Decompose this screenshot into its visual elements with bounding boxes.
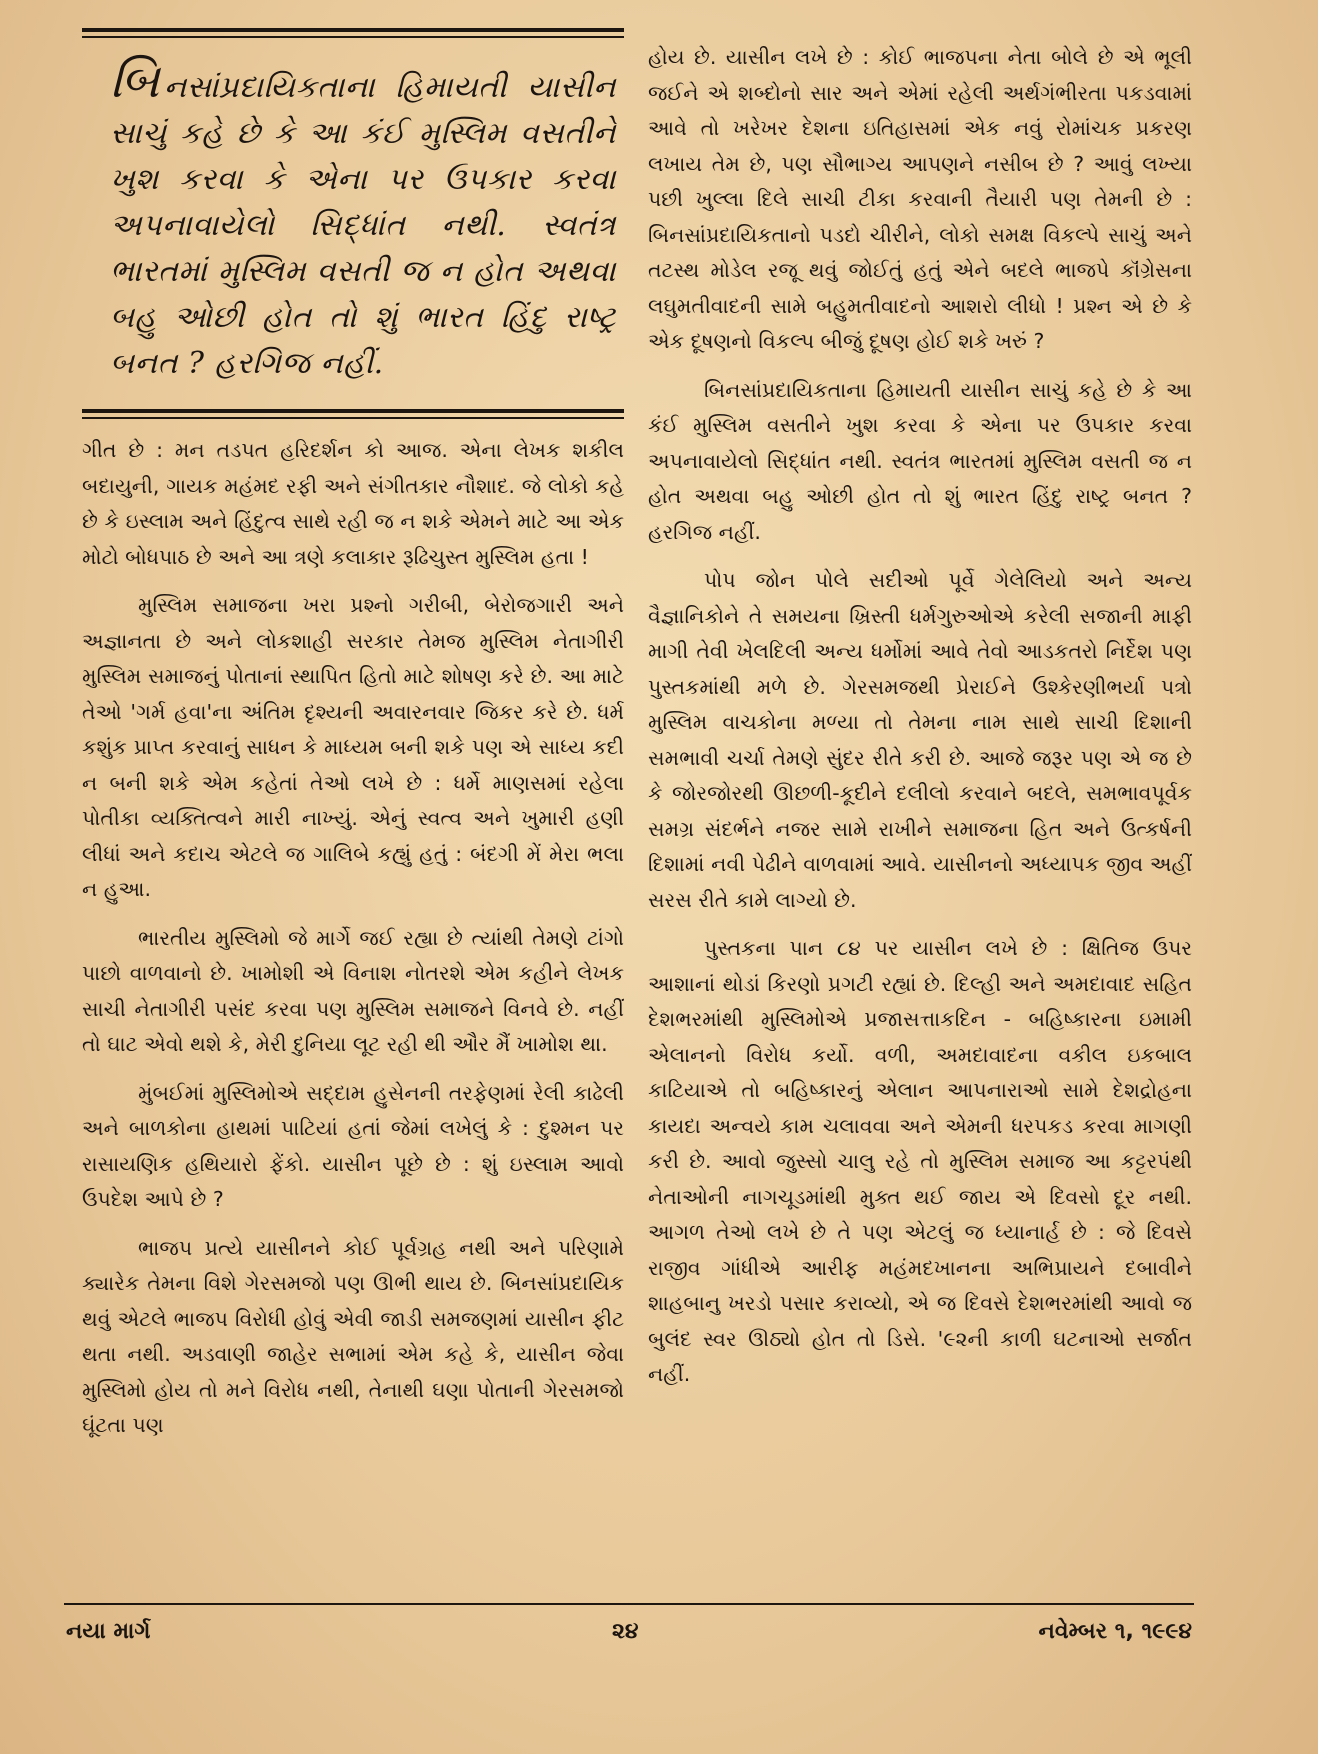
footer-publication: નયા માર્ગ xyxy=(66,1619,151,1644)
footer-rule xyxy=(64,1603,1194,1605)
paragraph: ભારતીય મુસ્લિમો જે માર્ગે જઈ રહ્યા છે ત્યાંથી તેમણે ટાંગો પાછો વાળવાનો છે. ખામોશી એ વિનાશ નોતરશે એમ કહીને લેખક સાચી નેતાગીરી પસંદ કરવા પણ મુસ્લિમ સમાજને વિનવે છે. નહીં તો ઘાટ એવો થશે કે, મેરી દુનિયા લૂટ રહી થી ઔર મૈં ખામોશ થા. xyxy=(82,925,624,1056)
pullquote-dropcap: બિ xyxy=(110,53,160,109)
left-body xyxy=(82,433,624,1444)
paragraph: મુંબઈમાં મુસ્લિમોએ સદ્દામ હુસેનની તરફેણમાં રેલી કાઢેલી અને બાળકોના હાથમાં પાટિયાં હતાં જેમાં લખેલું કે : દુશ્મન પર રાસાયણિક હથિયારો ફેંકો. યાસીન પૂછે છે : શું ઇસ્લામ આવો ઉપદેશ આપે છે ? xyxy=(82,1080,624,1211)
paragraph: પુસ્તકના પાન ૮૪ પર યાસીન લખે છે : ક્ષિતિજ ઉપર આશાનાં થોડાં કિરણો પ્રગટી રહ્યાં છે. દિલ્હી અને અમદાવાદ સહિત દેશભરમાંથી મુસ્લિમોએ પ્રજાસત્તાકદિન - બહિષ્કારના ઇમામી એલાનનો વિરોધ કર્યો. વળી, અમદાવાદના વકીલ ઇકબાલ કાટિયાએ તો બહિષ્કારનું એલાન આપનારાઓ સામે દેશદ્રોહના કાયદા અન્વયે કામ ચલાવવા અને એમની ધરપકડ કરવા માગણી કરી છે. આવો જુસ્સો ચાલુ રહે તો મુસ્લિમ સમાજ આ કટ્ટરપંથી નેતાઓની નાગચૂડમાંથી મુક્ત થઈ જાય એ દિવસો દૂર નથી. આગળ તેઓ લખે છે તે પણ એટલું જ ધ્યાનાર્હ છે : જે દિવસે રાજીવ ગાંધીએ આરીફ મહંમદખાનના અભિપ્રાયને દબાવીને શાહબાનુ ખરડો પસાર કરાવ્યો, એ જ દિવસે દેશભરમાંથી આવો જ બુલંદ સ્વર ઊઠ્યો હોત તો ડિસે. '૯૨ની કાળી ઘટનાઓ સર્જાત નહીં. xyxy=(648,936,1192,1386)
paragraph: મુસ્લિમ સમાજના ખરા પ્રશ્નો ગરીબી, બેરોજગારી અને અજ્ઞાનતા છે અને લોકશાહી સરકાર તેમજ મુસ્લિમ નેતાગીરી મુસ્લિમ સમાજનું પોતાનાં સ્થાપિત હિતો માટે શોષણ કરે છે. આ માટે તેઓ 'ગર્મ હવા'ના અંતિમ દૃશ્યની અવારનવાર જિકર કરે છે. ધર્મ કશુંક પ્રાપ્ત કરવાનું સાધન કે માધ્યમ બની શકે પણ એ સાધ્ય કદી ન બની શકે એમ કહેતાં તેઓ લખે છે : ધર્મે માણસમાં રહેલા પોતીકા વ્યક્તિત્વને મારી નાખ્યું. એનું સ્વત્વ અને ખુમારી હણી લીધાં અને કદાચ એટલે જ ગાલિબે કહ્યું હતું : બંદગી મેં મેરા ભલા ન હુઆ. xyxy=(82,593,624,901)
pullquote xyxy=(110,53,616,387)
paragraph: બિનસાંપ્રદાયિકતાના હિમાયતી યાસીન સાચું કહે છે કે આ કંઈ મુસ્લિમ વસતીને ખુશ કરવા કે એના પર ઉપકાર કરવા અપનાવાયેલો સિદ્ધાંત નથી. સ્વતંત્ર ભારતમાં મુસ્લિમ વસતી જ ન હોત અથવા બહુ ઓછી હોત તો શું ભારત હિંદુ રાષ્ટ્ર બનત ? હરગિજ નહીં. xyxy=(648,377,1192,544)
paragraph: ભાજપ પ્રત્યે યાસીનને કોઈ પૂર્વગ્રહ નથી અને પરિણામે ક્યારેક તેમના વિશે ગેરસમજો પણ ઊભી થાય છે. બિનસાંપ્રદાયિક થવું એટલે ભાજપ વિરોધી હોવું એવી જાડી સમજણમાં યાસીન ફીટ થતા નથી. અડવાણી જાહેર સભામાં એમ કહે કે, યાસીન જેવા મુસ્લિમો હોય તો મને વિરોધ નથી, તેનાથી ઘણા પોતાની ગેરસમજો ઘૂંટતા પણ xyxy=(82,1235,624,1437)
pullquote-bottom-rule xyxy=(82,409,624,419)
right-column xyxy=(648,40,1192,1393)
paragraph: પોપ જોન પોલે સદીઓ પૂર્વે ગેલેલિયો અને અન્ય વૈજ્ઞાનિકોને તે સમયના ખ્રિસ્તી ધર્મગુરુઓએ કરેલી સજાની માફી માગી તેવી ખેલદિલી અન્ય ધર્મોમાં આવે તેવો આડકતરો નિર્દેશ પણ પુસ્તકમાંથી મળે છે. ગેરસમજથી પ્રેરાઈને ઉશ્કેરણીભર્યા પત્રો મુસ્લિમ વાચકોના મળ્યા તો તેમના નામ સાથે સાચી દિશાની સમભાવી ચર્ચા તેમણે સુંદર રીતે કરી છે. આજે જરૂર પણ એ જ છે કે જોરજોરથી ઊછળી-કૂદીને દલીલો કરવાને બદલે, સમભાવપૂર્વક સમગ્ર સંદર્ભને નજર સામે રાખીને સમાજના હિત અને ઉત્કર્ષની દિશામાં નવી પેઢીને વાળવામાં આવે. યાસીનનો અધ્યાપક જીવ અહીં સરસ રીતે કામે લાગ્યો છે. xyxy=(648,568,1192,912)
left-column xyxy=(82,28,624,1444)
pullquote-text: નસાંપ્રદાયિકતાના હિમાયતી યાસીન સાચું કહે છે કે આ કંઈ મુસ્લિમ વસતીને ખુશ કરવા કે એના પર ઉપકાર કરવા અપનાવાયેલો સિદ્ધાંત નથી. સ્વતંત્ર ભારતમાં મુસ્લિમ વસતી જ ન હોત અથવા બહુ ઓછી હોત તો શું ભારત હિંદુ રાષ્ટ્ર બનત ? હરગિજ નહીં. xyxy=(110,70,616,381)
footer-date: નવેમ્બર ૧, ૧૯૯૪ xyxy=(1038,1619,1192,1644)
paragraph: હોય છે. યાસીન લખે છે : કોઈ ભાજપના નેતા બોલે છે એ ભૂલી જઈને એ શબ્દોનો સાર અને એમાં રહેલી અર્થગંભીરતા પકડવામાં આવે તો ખરેખર દેશના ઇતિહાસમાં એક નવું રોમાંચક પ્રકરણ લખાય તેમ છે, પણ સૌભાગ્ય આપણને નસીબ છે ? આવું લખ્યા પછી ખુલ્લા દિલે સાચી ટીકા કરવાની તૈયારી પણ તેમની છે : બિનસાંપ્રદાયિકતાનો પડદો ચીરીને, લોકો સમક્ષ વિકલ્પે સાચું અને તટસ્થ મોડેલ રજૂ થવું જોઈતું હતું એને બદલે ભાજપે કૉંગ્રેસના લઘુમતીવાદની સામે બહુમતીવાદનો આશરો લીધો ! પ્રશ્ન એ છે કે એક દૂષણનો વિકલ્પ બીજું દૂષણ હોઈ શકે ખરું ? xyxy=(648,45,1192,353)
footer-page-number: ૨૪ xyxy=(612,1619,639,1644)
paragraph: ગીત છે : મન તડપત હરિદર્શન કો આજ. એના લેખક શકીલ બદાયુની, ગાયક મહંમદ રફી અને સંગીતકાર નૌશાદ. જે લોકો કહે છે કે ઇસ્લામ અને હિંદુત્વ સાથે રહી જ ન શકે એમને માટે આ એક મોટો બોધપાઠ છે અને આ ત્રણે કલાકાર રૂઢિચુસ્ત મુસ્લિમ હતા ! xyxy=(82,438,624,569)
pullquote-top-rule xyxy=(82,28,624,38)
